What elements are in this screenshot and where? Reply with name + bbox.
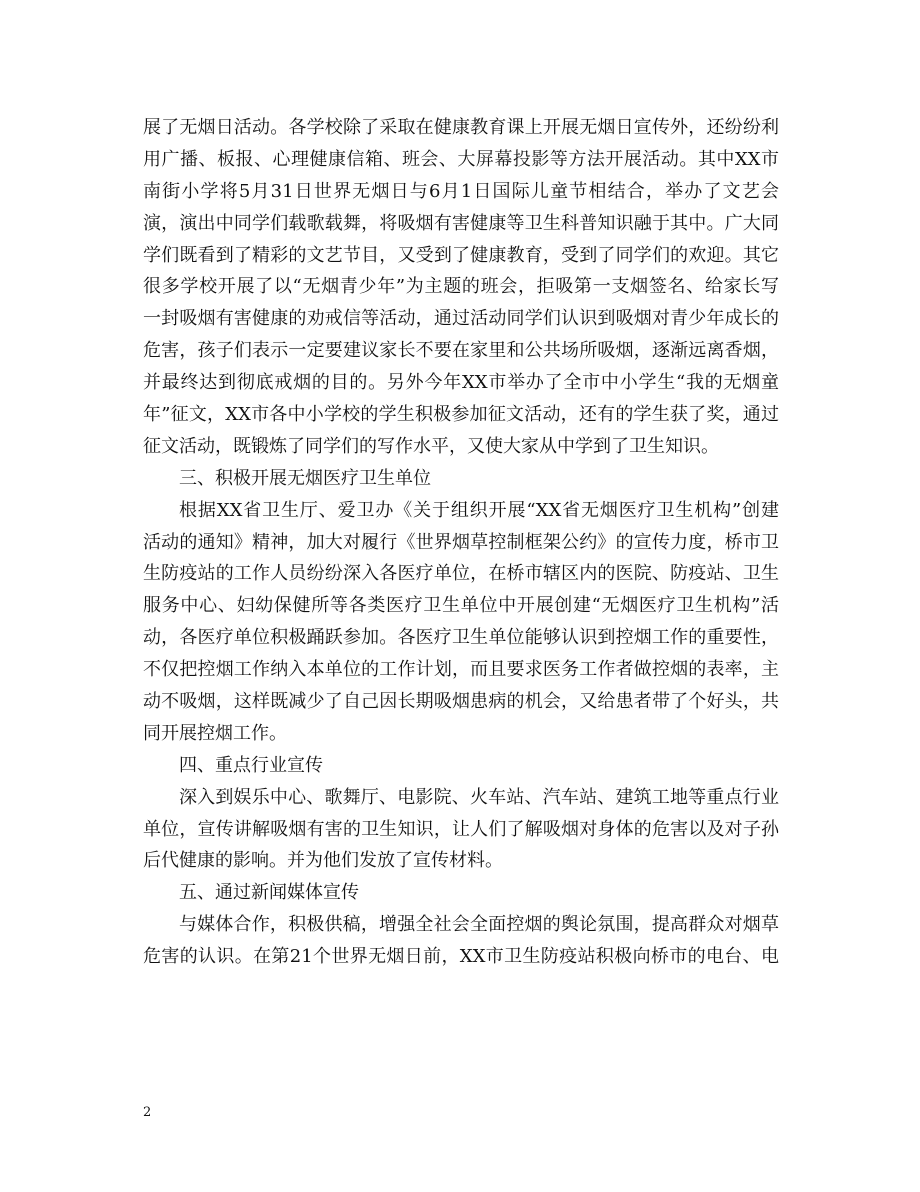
section-heading xyxy=(143,750,779,782)
text-line: 南街小学将5月31日世界无烟日与6月1日国际儿童节相结合，举办了文艺会 xyxy=(143,180,779,202)
text-line: 展了无烟日活动。各学校除了采取在健康教育课上开展无烟日宣传外，还纷纷利 xyxy=(143,117,779,138)
text-line: 动不吸烟，这样既减少了自己因长期吸烟患病的机会，又给患者带了个好头，共 xyxy=(143,691,779,713)
heading-text: 四、重点行业宣传 xyxy=(179,754,323,776)
heading-text: 五、通过新闻媒体宣传 xyxy=(179,882,359,904)
section-heading xyxy=(143,463,779,495)
paragraph xyxy=(143,909,779,973)
paragraph xyxy=(143,112,779,463)
text-line: 动，各医疗单位积极踊跃参加。各医疗卫生单位能够认识到控烟工作的重要性， xyxy=(143,627,779,649)
page-number: 2 xyxy=(143,1105,152,1120)
text-line: 演，演出中同学们载歌载舞，将吸烟有害健康等卫生科普知识融于其中。广大同 xyxy=(143,212,779,234)
section-heading xyxy=(143,877,779,909)
document-body xyxy=(143,112,779,973)
text-line: 活动的通知》精神，加大对履行《世界烟草控制框架公约》的宣传力度，桥市卫 xyxy=(143,531,779,553)
text-line: 危害的认识。在第21个世界无烟日前，XX市卫生防疫站积极向桥市的电台、电 xyxy=(143,946,779,968)
text-line: 生防疫站的工作人员纷纷深入各医疗单位，在桥市辖区内的医院、防疫站、卫生 xyxy=(143,563,779,585)
text-line: 并最终达到彻底戒烟的目的。另外今年XX市举办了全市中小学生“我的无烟童 xyxy=(143,372,779,394)
paragraph xyxy=(143,782,779,878)
text-line: 用广播、板报、心理健康信箱、班会、大屏幕投影等方法开展活动。其中XX市 xyxy=(143,148,779,170)
text-line: 年”征文，XX市各中小学校的学生积极参加征文活动，还有的学生获了奖，通过 xyxy=(143,404,779,426)
text-line: 不仅把控烟工作纳入本单位的工作计划，而且要求医务工作者做控烟的表率，主 xyxy=(143,659,779,681)
text-line: 学们既看到了精彩的文艺节目，又受到了健康教育，受到了同学们的欢迎。其它 xyxy=(143,244,779,266)
heading-text: 三、积极开展无烟医疗卫生单位 xyxy=(179,467,431,489)
text-line: 很多学校开展了以“无烟青少年”为主题的班会，拒吸第一支烟签名、给家长写 xyxy=(143,276,779,298)
text-line: 后代健康的影响。并为他们发放了宣传材料。 xyxy=(143,850,503,872)
text-line: 同开展控烟工作。 xyxy=(143,722,287,744)
paragraph xyxy=(143,495,779,750)
text-line: 服务中心、妇幼保健所等各类医疗卫生单位中开展创建“无烟医疗卫生机构”活 xyxy=(143,595,779,617)
text-line: 根据XX省卫生厅、爱卫办《关于组织开展“XX省无烟医疗卫生机构”创建 xyxy=(179,499,779,521)
text-line: 一封吸烟有害健康的劝戒信等活动，通过活动同学们认识到吸烟对青少年成长的 xyxy=(143,308,779,330)
text-line: 与媒体合作，积极供稿，增强全社会全面控烟的舆论氛围，提高群众对烟草 xyxy=(179,914,779,936)
text-line: 深入到娱乐中心、歌舞厅、电影院、火车站、汽车站、建筑工地等重点行业 xyxy=(179,786,779,808)
text-line: 危害，孩子们表示一定要建议家长不要在家里和公共场所吸烟，逐渐远离香烟， xyxy=(143,340,779,362)
text-line: 单位，宣传讲解吸烟有害的卫生知识，让人们了解吸烟对身体的危害以及对子孙 xyxy=(143,818,779,840)
text-line: 征文活动，既锻炼了同学们的写作水平，又使大家从中学到了卫生知识。 xyxy=(143,435,719,457)
